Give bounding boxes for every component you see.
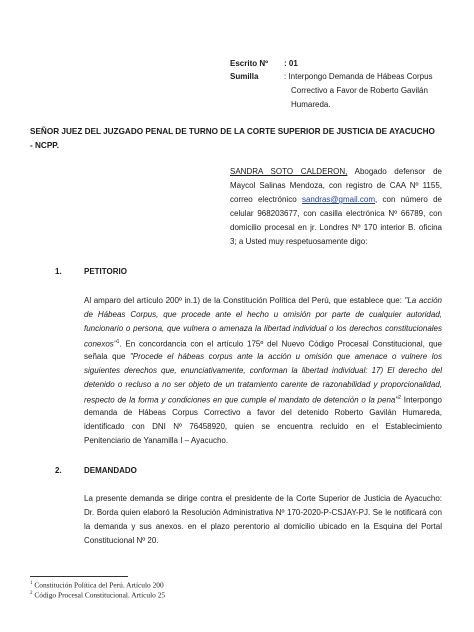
demandado-line: la demanda y sus anexos. en el plazo perentorio al domicilio ubicado en la Esquina del Portal	[84, 522, 442, 531]
demandado-line: Constitucional Nº 20.	[84, 536, 159, 545]
demandado-line: Dr. Borda quien elaboró la Resolución Administrativa Nº 170-2020-P-CSJAY-PJ. Se le notificará con	[84, 508, 442, 517]
intro-line: Maycol Salinas Mendoza, con registro de CAA Nº 1155,	[230, 181, 442, 190]
petitorio-line: conexos"$^1$. En concordancia con el artículo 175º del Nuevo Código Procesal Constitucional, que	[84, 339, 442, 349]
intro-line: domicilio procesal en jr. Londres Nº 170 interior B. oficina	[230, 223, 442, 232]
footnote-separator	[30, 576, 128, 577]
footnote-ref: 1	[116, 339, 120, 345]
petitorio-line: señala que "Procede el hábeas corpus ante la acción u omisión que amenace o vulnere los	[84, 352, 442, 361]
petitorio-line: siguientes derechos que, enunciativamente, conforman la libertad individual: 17) El derecho del	[84, 366, 442, 375]
section-title: DEMANDADO	[84, 466, 137, 475]
email-link[interactable]: sandras@gmail.com	[301, 195, 375, 204]
intro-line: correo electrónico sandras@gmail.com, con número de	[230, 195, 443, 204]
intro-line: 3; a Usted muy respetuosamente digo:	[230, 237, 368, 246]
section-title: PETITORIO	[84, 267, 127, 276]
petitorio-line: de Hábeas Corpus, que procede ante el hecho u omisión por parte de cualquier autoridad,	[84, 310, 442, 319]
escrito-value: : 01	[284, 59, 298, 68]
address-line: SEÑOR JUEZ DEL JUZGADO PENAL DE TURNO DE LA CORTE SUPERIOR DE JUSTICIA DE AYACUCHO	[30, 127, 435, 136]
sumilla-line: Correctivo a Favor de Roberto Gavilán	[291, 86, 428, 95]
petitorio-line: demanda de Hábeas Corpus Correctivo a favor del detenido Roberto Gavilán Humareda,	[84, 408, 442, 417]
sumilla-line: Humareda.	[291, 100, 331, 109]
section-number: 1.	[55, 267, 62, 276]
lawyer-name: SANDRA SOTO CALDERON,	[230, 167, 348, 176]
footnote-ref: 2	[398, 395, 401, 401]
footnote: $^2$ Código Procesal Constitucional. Artículo 25	[30, 590, 166, 600]
petitorio-line: Al amparo del artículo 200º in.1) de la Constitución Política del Perú, que establece que: "La acción	[84, 296, 442, 305]
demandado-line: La presente demanda se dirige contra el presidente de la Corte Superior de Justicia de Ayacucho:	[84, 494, 442, 503]
footnote: $^1$ Constitución Política del Perú. Artículo 200	[30, 580, 164, 590]
petitorio-line: Penitenciario de Yanamilla I – Ayacucho.	[84, 436, 229, 445]
petitorio-line: funcionario o persona, que vulnera o amenaza la libertad individual o los derechos constitucionales	[84, 324, 442, 333]
petitorio-line: identificado con DNI Nº 76458920, quien se encuentra recluido en el Establecimiento	[84, 422, 442, 431]
address-line: - NCPP.	[30, 141, 59, 150]
section-number: 2.	[55, 466, 62, 475]
sumilla-label: Sumilla	[230, 72, 259, 81]
intro-line: celular 968203677, con casilla electrónica Nº 66789, con	[230, 209, 442, 218]
petitorio-line: detenido o recluso a no ser objeto de un tratamiento carente de razonabilidad y proporcionalidad,	[84, 380, 442, 389]
sumilla-line: : Interpongo Demanda de Hábeas Corpus	[284, 72, 433, 81]
intro-line: SANDRA SOTO CALDERON, Abogado defensor de	[230, 167, 442, 176]
escrito-label: Escrito Nº	[230, 59, 269, 68]
petitorio-line: respecto de la forma y condiciones en que cumple el mandato de detención o la pena"$^2$ Interpongo	[84, 395, 442, 405]
